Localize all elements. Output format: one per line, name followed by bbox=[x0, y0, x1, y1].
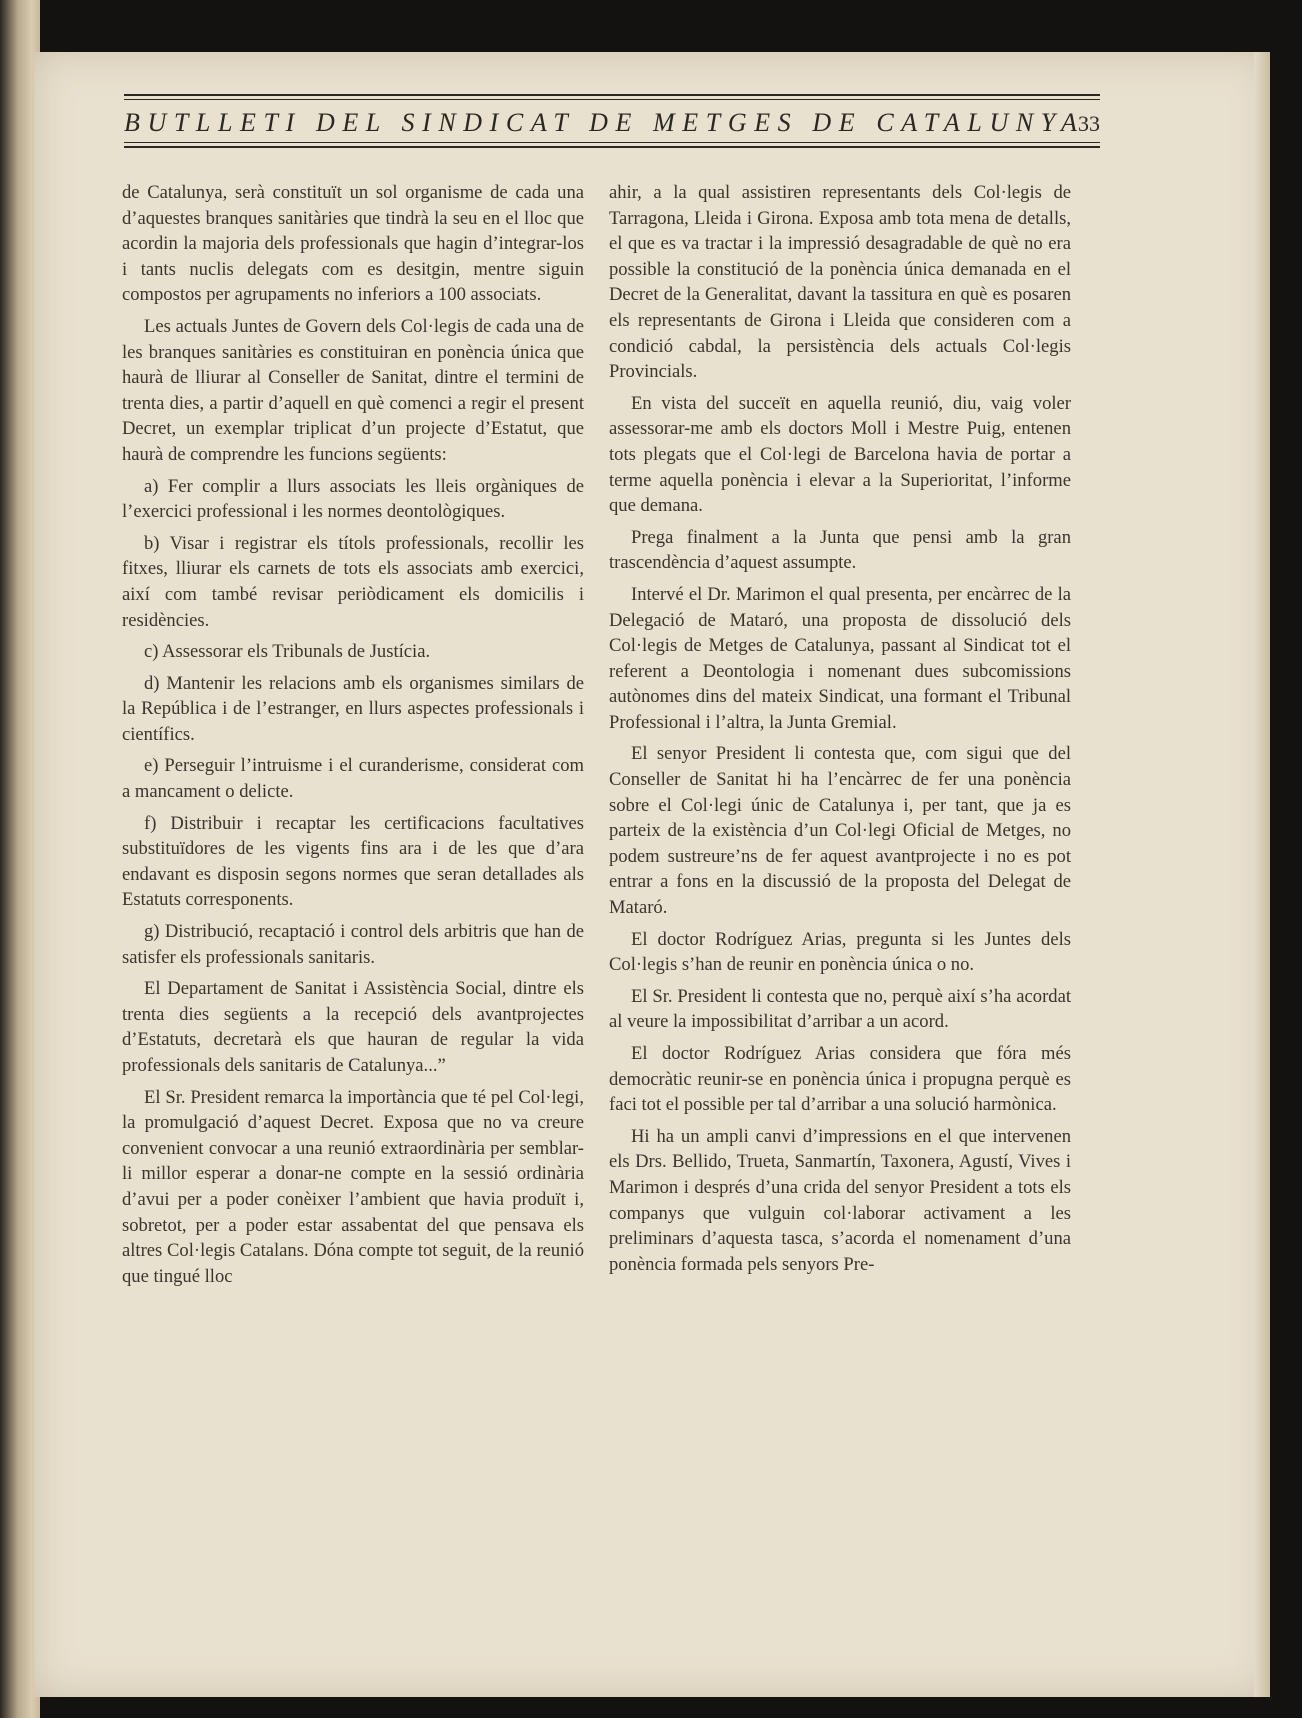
paragraph: En vista del succeït en aquella reunió, diu, vaig voler assessorar-me amb els doctors Moll i Mestre Puig, entenen tots plegats que el Col·legi de Barcelona havia de portar a terme aquella ponència i elevar a la Superioritat, l’informe que demana. bbox=[609, 392, 1071, 517]
header-rule-top-thin bbox=[124, 99, 1100, 100]
paragraph: El senyor President li contesta que, com sigui que del Conseller de Sanitat hi ha l’encàrrec de fer una ponència sobre el Col·legi únic de Catalunya i, per tant, que ja es parteix de la existència d’un Col·legi Oficial de Metges, no podem sustreure’ns de fer aquest avantprojecte i no es pot entrar a fons en la discussió de la proposta del Delegat de Mataró. bbox=[609, 743, 1071, 919]
list-item: c) Assessorar els Tribunals de Justícia. bbox=[144, 641, 431, 663]
header-rule-bottom-thin bbox=[124, 142, 1100, 143]
header-rule-bottom bbox=[124, 146, 1100, 148]
paragraph: Les actuals Juntes de Govern dels Col·legis de cada una de les branques sanitàries es constituiran en ponència única que haurà de lliurar al Conseller de Sanitat, dintre el termini de trenta dies, a partir d’aquell en què comenci a regir el present Decret, un exemplar triplicat d’un projecte d’Estatut, que haurà de comprendre les funcions següents: bbox=[122, 315, 584, 465]
list-item: e) Perseguir l’intruisme i el curanderisme, considerat com a mancament o delicte. bbox=[122, 755, 584, 803]
paragraph: Prega finalment a la Junta que pensi amb la gran trascendència d’aquest assumpte. bbox=[609, 526, 1071, 574]
paragraph: El Departament de Sanitat i Assistència Social, dintre els trenta dies següents a la recepció dels avantprojectes d’Estatuts, decretarà els que hauran de regular la vida professionals dels sanitaris de Catalunya...” bbox=[122, 978, 584, 1076]
text-column-left bbox=[122, 180, 584, 1295]
header-rule-top bbox=[124, 94, 1100, 96]
paragraph: ahir, a la qual assistiren representants dels Col·legis de Tarragona, Lleida i Girona. Exposa amb tota mena de detalls, el que es va tractar i la impressió desagradable de què no era possible la constitució de la ponència única demanada en el Decret de la Generalitat, davant la tassitura en què es posaren els representants de Girona i Lleida que consideren com a condició cabdal, la persistència dels actuals Col·legis Provincials. bbox=[609, 182, 1071, 383]
paragraph: El doctor Rodríguez Arias considera que fóra més democràtic reunir-se en ponència única i propugna perquè es faci tot el possible per tal d’arribar a una solució harmònica. bbox=[609, 1043, 1071, 1116]
paragraph: Intervé el Dr. Marimon el qual presenta, per encàrrec de la Delegació de Mataró, una proposta de dissolució dels Col·legis de Metges de Catalunya, passant al Sindicat tot el referent a Deontologia i nomenant dues subcomissions autònomes dins del mateix Sindicat, una formant el Tribunal Professional i l’altra, la Junta Gremial. bbox=[609, 583, 1071, 733]
text-column-right bbox=[609, 180, 1071, 1283]
paragraph: Hi ha un ampli canvi d’impressions en el que intervenen els Drs. Bellido, Trueta, Sanmartín, Taxonera, Agustí, Vives i Marimon i després d’una crida del senyor President a tots els companys que vulguin col·laborar activament a les preliminars d’aquesta tasca, s’acorda el nomenament d’una ponència formada pels senyors Pre- bbox=[609, 1125, 1071, 1275]
list-item: f) Distribuir i recaptar les certificacions facultatives substituïdores de les vigents fins ara i de les que d’ara endavant es disposin segons normes que seran detallades als Estatuts corresponents. bbox=[122, 812, 584, 911]
paragraph: El Sr. President li contesta que no, perquè així s’ha acordat al veure la impossibilitat d’arribar a un acord. bbox=[609, 985, 1071, 1033]
list-item: b) Visar i registrar els títols professionals, recollir les fitxes, lliurar els carnets de tots els associats amb exercici, així com també revisar periòdicament els domicilis i residències. bbox=[122, 532, 584, 631]
paragraph: El Sr. President remarca la importància que té pel Col·legi, la promulgació d’aquest Decret. Exposa que no va creure convenient convocar a una reunió extraordinària per semblar-li millor esperar a donar-ne compte en la sessió ordinària d’avui per a poder conèixer l’ambient que havia produït i, sobretot, per a poder estar assabentat del que pensava els altres Col·legis Catalans. Dóna compte tot seguit, de la reunió que tingué lloc bbox=[122, 1086, 584, 1287]
page-edge bbox=[1254, 52, 1270, 1697]
list-item: g) Distribució, recaptació i control dels arbitris que han de satisfer els professionals sanitaris. bbox=[122, 921, 584, 968]
list-item: a) Fer complir a llurs associats les lleis orgàniques de l’exercici professional i les normes deontològiques. bbox=[122, 475, 584, 523]
running-header-title: BUTLLETI DEL SINDICAT DE METGES DE CATALUNYA bbox=[124, 108, 1085, 137]
page-number: 33 bbox=[1078, 111, 1100, 136]
paragraph: El doctor Rodríguez Arias, pregunta si les Juntes dels Col·legis s’han de reunir en ponència única o no. bbox=[609, 928, 1071, 976]
paragraph: de Catalunya, serà constituït un sol organisme de cada una d’aquestes branques sanitàries que tindrà la seu en el lloc que acordin la majoria dels professionals que hagin d’integrar-los i tants nuclis delegats com es desitgin, mentre siguin compostos per agrupaments no inferiors a 100 associats. bbox=[122, 182, 584, 306]
list-item: d) Mantenir les relacions amb els organismes similars de la República i de l’estranger, en llurs aspectes professionals i científics. bbox=[122, 672, 584, 745]
